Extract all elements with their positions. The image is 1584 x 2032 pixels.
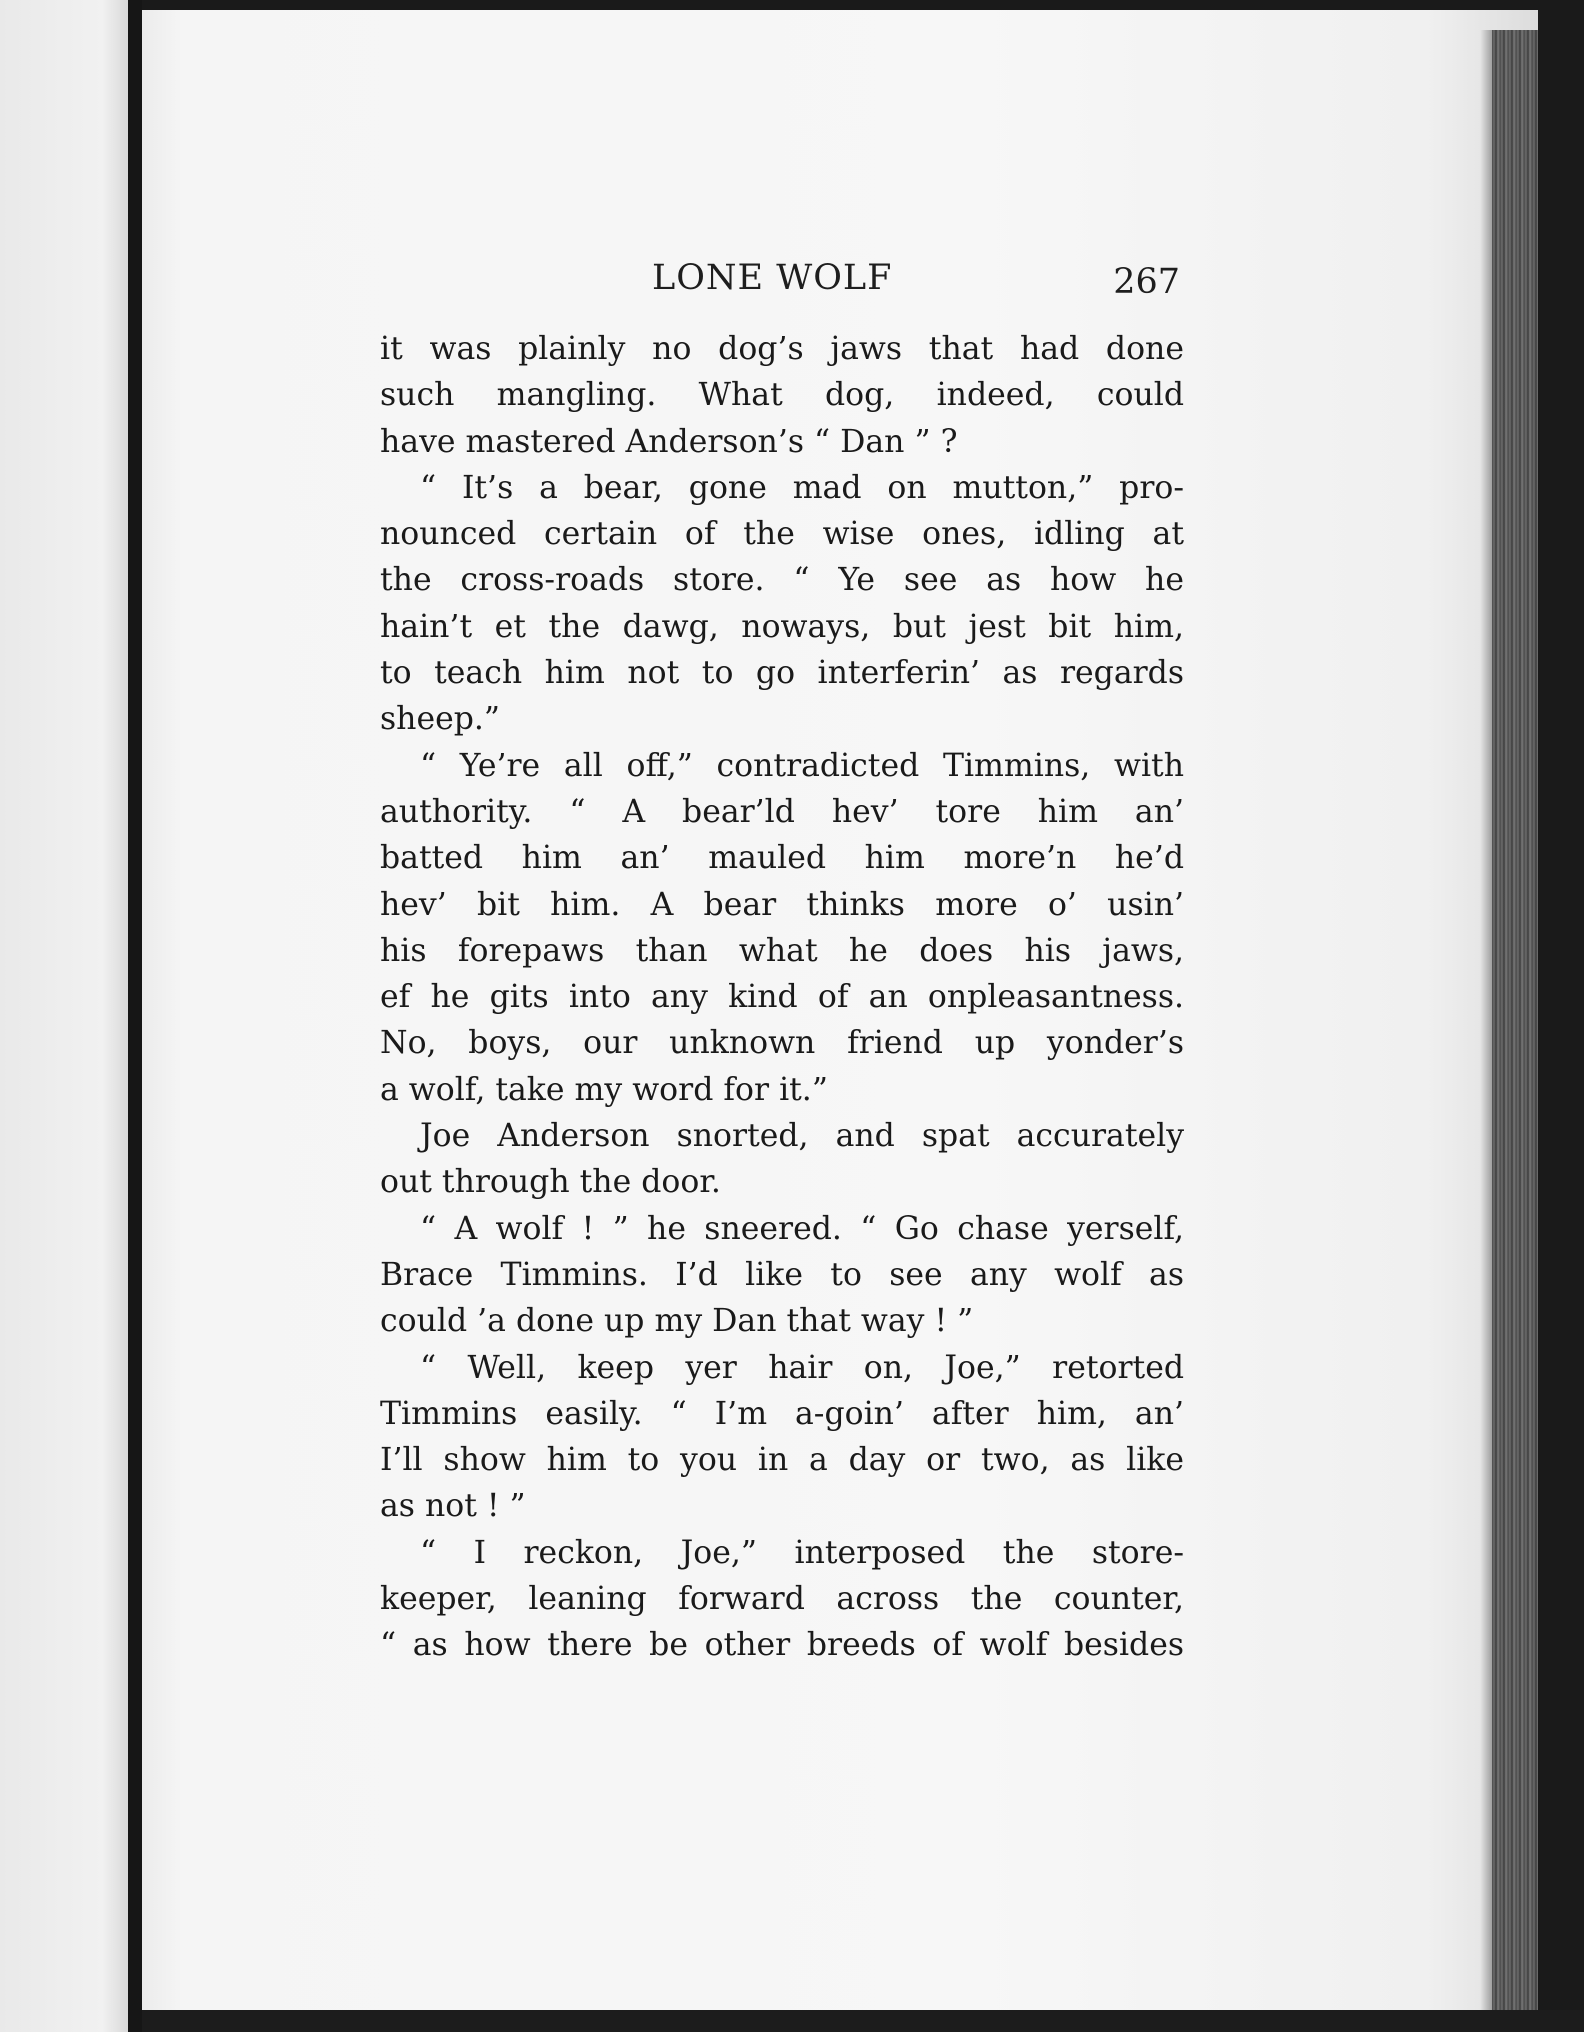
facing-page-edge [0,0,128,2032]
text-line: “ Ye’re all off,” contradicted Timmins, with [420,747,1184,784]
text-line: authority. “ A bear’ld hev’ tore him an’ [380,793,1184,830]
text-line: to teach him not to go interferin’ as regards [380,655,1184,692]
page-number: 267 [1113,262,1180,302]
page-fore-edge [1492,30,1538,2030]
text-line: “ as how there be other breeds of wolf besides [380,1627,1184,1664]
text-line: it was plainly no dog’s jaws that had done [380,331,1184,367]
text-line: hev’ bit him. A bear thinks more o’ usin’ [380,886,1184,923]
text-line: out through the door. [380,1164,721,1201]
text-line: “ It’s a bear, gone mad on mutton,” pro- [420,469,1184,506]
text-line: could ’a done up my Dan that way ! ” [380,1303,974,1340]
text-line: “ A wolf ! ” he sneered. “ Go chase yerself, [420,1210,1184,1247]
text-line: batted him an’ mauled him more’n he’d [380,840,1184,877]
text-line: a wolf, take my word for it.” [380,1071,828,1108]
text-line: I’ll show him to you in a day or two, as like [380,1442,1184,1479]
text-line: sheep.” [380,701,501,738]
scan-bottom-border [142,2010,1584,2032]
running-head-title: LONE WOLF [652,258,893,298]
text-line: Joe Anderson snorted, and spat accurately [420,1118,1184,1155]
text-line: No, boys, our unknown friend up yonder’s [380,1025,1184,1062]
text-line: such mangling. What dog, indeed, could [380,377,1184,414]
text-line: “ I reckon, Joe,” interposed the store- [420,1534,1184,1571]
text-line: as not ! ” [380,1488,526,1525]
book-gutter [128,0,142,2032]
text-line: nounced certain of the wise ones, idling at [380,516,1184,553]
text-line: the cross-roads store. “ Ye see as how he [380,562,1184,599]
body-text [380,326,1184,1669]
text-line: Brace Timmins. I’d like to see any wolf as [380,1256,1184,1293]
text-line: “ Well, keep yer hair on, Joe,” retorted [420,1349,1184,1386]
text-line: Timmins easily. “ I’m a-goin’ after him, an’ [380,1395,1184,1432]
text-line: ef he gits into any kind of an onpleasantness. [380,979,1184,1016]
running-head [380,258,1180,308]
text-line: hain’t et the dawg, noways, but jest bit him, [380,608,1184,645]
text-line: have mastered Anderson’s “ Dan ” ? [380,423,958,460]
text-line: keeper, leaning forward across the counter, [380,1581,1184,1618]
text-line: his forepaws than what he does his jaws, [380,932,1184,969]
